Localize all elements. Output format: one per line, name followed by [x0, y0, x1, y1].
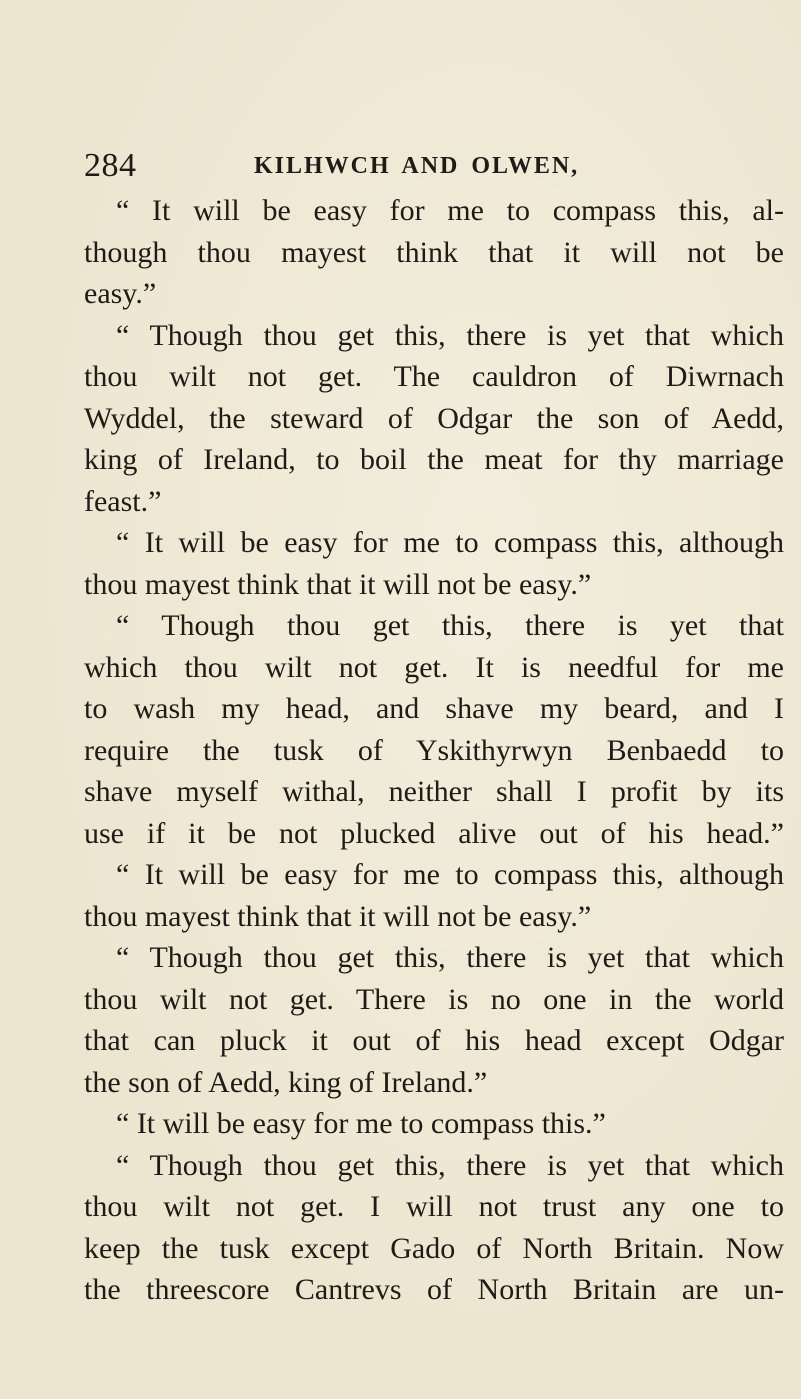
text-line: “ It will be easy for me to compass this, although [116, 526, 784, 559]
text-line: easy.” [84, 277, 157, 310]
text-line: require the tusk of Yskithyrwyn Benbaedd to [84, 733, 784, 767]
text-line: that can pluck it out of his head except Odgar [84, 1024, 784, 1057]
text-line: “ It will be easy for me to compass this, al- [116, 194, 784, 227]
text-line: king of Ireland, to boil the meat for thy marriage [84, 443, 784, 476]
text-line: “ It will be easy for me to compass this.” [116, 1107, 606, 1140]
text-line: Wyddel, the steward of Odgar the son of Aedd, [84, 401, 784, 435]
text-line: thou mayest think that it will not be easy.” [84, 899, 592, 933]
page-number: 284 [84, 147, 137, 184]
text-line: thou wilt not get. The cauldron of Diwrnach [84, 360, 784, 393]
text-line: the threescore Cantrevs of North Britain are un- [84, 1273, 784, 1306]
text-line: the son of Aedd, king of Ireland.” [84, 1065, 488, 1099]
text-line: “ It will be easy for me to compass this, although [116, 858, 784, 891]
text-line: thou wilt not get. I will not trust any one to [84, 1190, 784, 1223]
text-line: to wash my head, and shave my beard, and I [84, 692, 784, 725]
text-line: thou wilt not get. There is no one in the world [84, 982, 784, 1016]
text-line: “ Though thou get this, there is yet that [116, 609, 784, 642]
text-line: shave myself withal, neither shall I profit by its [84, 775, 784, 808]
running-head: KILHWCH AND OLWEN, [254, 153, 580, 179]
text-line: “ Though thou get this, there is yet that which [116, 1148, 784, 1182]
text-line: though thou mayest think that it will not be [84, 235, 784, 269]
text-line: keep the tusk except Gado of North Britain. Now [84, 1231, 784, 1265]
text-line: “ Though thou get this, there is yet that which [116, 318, 784, 352]
text-line: use if it be not plucked alive out of his head.” [84, 816, 784, 850]
text-line: thou mayest think that it will not be easy.” [84, 567, 592, 601]
text-line: which thou wilt not get. It is needful for me [84, 650, 784, 684]
body-text [84, 190, 784, 1311]
text-line: feast.” [84, 484, 162, 518]
text-line: “ Though thou get this, there is yet that which [116, 941, 784, 974]
page-header [84, 146, 784, 186]
